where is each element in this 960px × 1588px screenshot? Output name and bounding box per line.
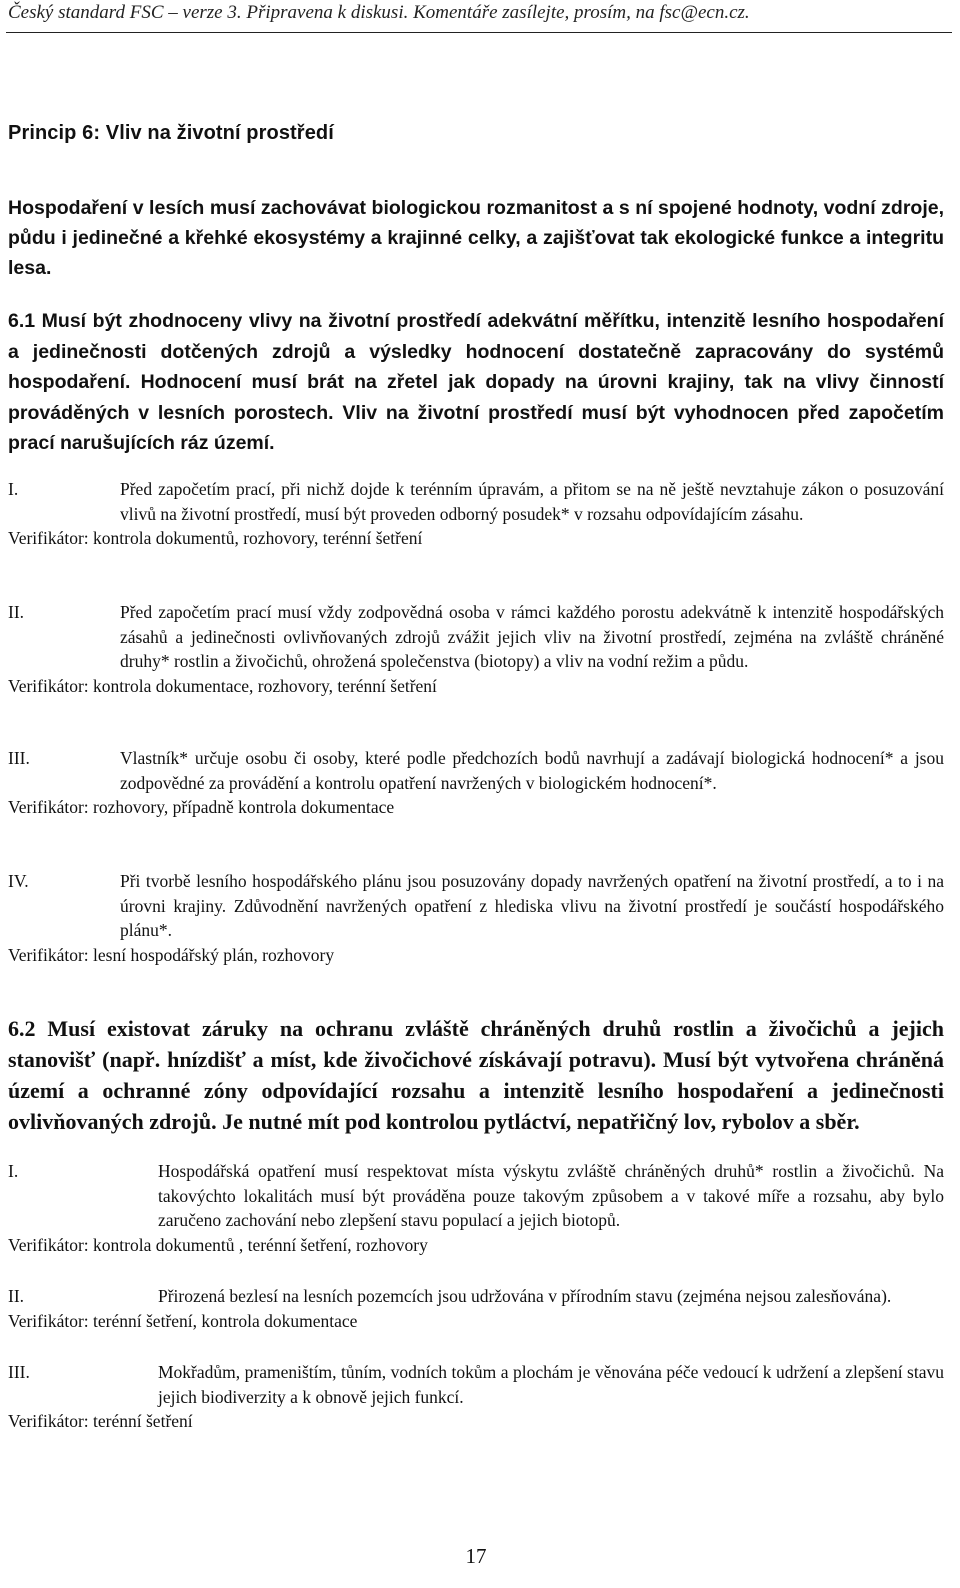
verifier: Verifikátor: terénní šetření bbox=[8, 1411, 193, 1431]
verifier: Verifikátor: kontrola dokumentů, rozhovory, terénní šetření bbox=[8, 528, 423, 548]
verifier: Verifikátor: kontrola dokumentace, rozhovory, terénní šetření bbox=[8, 675, 437, 696]
indicator-6-2-ii bbox=[8, 1284, 944, 1333]
indicator-text: Při tvorbě lesního hospodářského plánu jsou posuzovány dopady navržených opatření na životní prostředí, a to i na úrovni krajiny. Zdůvodnění navržených opatření z hlediska vlivu na životní prostředí je součástí hospodářského plánu*. bbox=[120, 871, 944, 940]
page-number: 17 bbox=[465, 1544, 487, 1568]
indicator-number: II. bbox=[8, 602, 25, 622]
indicator-6-1-iv bbox=[8, 869, 944, 967]
indicator-text: Vlastník* určuje osobu či osoby, které podle předchozích bodů navrhují a zadávají biologická hodnocení* a jsou zodpovědné za provádění a kontrolu opatření navržených v biologickém hodnocení*. bbox=[120, 748, 944, 793]
indicator-text: Přirozená bezlesí na lesních pozemcích jsou udržována v přírodním stavu (zejména nejsou zalesňována). bbox=[158, 1286, 892, 1306]
indicator-number: III. bbox=[8, 748, 30, 768]
indicator-number: IV. bbox=[8, 871, 29, 891]
header-divider bbox=[6, 32, 952, 33]
indicator-number: II. bbox=[8, 1286, 25, 1306]
indicator-6-2-i bbox=[8, 1159, 944, 1257]
verifier: Verifikátor: terénní šetření, kontrola dokumentace bbox=[8, 1310, 358, 1331]
criterion-6-2: 6.2 Musí existovat záruky na ochranu zvláště chráněných druhů rostlin a živočichů a jejich stanovišť (např. hnízdišť a míst, kde živočichové získávají potravu). Musí být vytvořena chráněná území a ochranné zóny odpovídající rozsahu a intenzitě lesního hospodaření a jedinečnosti ovlivňovaných zdrojů. Je nutné mít pod kontrolou pytláctví, nepatřičný lov, rybolov a sběr. bbox=[8, 1016, 944, 1134]
principle-description: Hospodaření v lesích musí zachovávat biologickou rozmanitost a s ní spojené hodnoty, vodní zdroje, půdu i jedinečné a křehké ekosystémy a krajinné celky, a zajišťovat tak ekologické funkce a integritu lesa. bbox=[8, 197, 944, 279]
verifier: Verifikátor: lesní hospodářský plán, rozhovory bbox=[8, 944, 335, 965]
verifier: Verifikátor: rozhovory, případně kontrola dokumentace bbox=[8, 797, 395, 817]
indicator-6-1-i bbox=[8, 477, 944, 551]
indicator-number: I. bbox=[8, 479, 19, 499]
indicator-number: I. bbox=[8, 1161, 19, 1181]
verifier: Verifikátor: kontrola dokumentů , terénní šetření, rozhovory bbox=[8, 1234, 428, 1255]
criterion-6-1: 6.1 Musí být zhodnoceny vlivy na životní prostředí adekvátní měřítku, intenzitě lesního hospodaření a jedinečnosti dotčených zdrojů a výsledky hodnocení dostatečně zapracovány do systémů hospodaření. Hodnocení musí brát na zřetel jak dopady na úrovni krajiny, tak na vlivy činností prováděných v lesních porostech. Vliv na životní prostředí musí být vyhodnocen před započetím prací narušujících ráz území. bbox=[8, 310, 944, 454]
indicator-6-1-iii bbox=[8, 746, 944, 820]
indicator-text: Před započetím prací, při nichž dojde k terénním úpravám, a přitom se na ně ještě nevztahuje zákon o posuzování vlivů na životní prostředí, musí být proveden odborný posudek* v rozsahu odpovídajícím zásahu. bbox=[120, 479, 944, 524]
header-note: Český standard FSC – verze 3. Připravena k diskusi. Komentáře zasílejte, prosím, na fsc@ecn.cz. bbox=[8, 2, 750, 23]
indicator-text: Hospodářská opatření musí respektovat místa výskytu zvláště chráněných druhů* rostlin a živočichů. Na takovýchto lokalitách musí být prováděna pouze takovým způsobem a v takové míře a rozsahu, aby bylo zaručeno zachování nebo zlepšení stavu populací a jejich biotopů. bbox=[158, 1161, 944, 1230]
principle-title: Princip 6: Vliv na životní prostředí bbox=[8, 122, 334, 144]
indicator-6-2-iii bbox=[8, 1360, 944, 1434]
indicator-6-1-ii bbox=[8, 600, 944, 698]
indicator-number: III. bbox=[8, 1362, 30, 1382]
indicator-text: Mokřadům, prameništím, tůním, vodních tokům a plochám je věnována péče vedoucí k udržení a zlepšení stavu jejich biodiverzity a k obnově jejich funkcí. bbox=[158, 1362, 944, 1407]
indicator-text: Před započetím prací musí vždy zodpovědná osoba v rámci každého porostu adekvátně k intenzitě hospodářských zásahů a jedinečnosti ovlivňovaných zdrojů zvážit jejich vliv na životní prostředí, zejména na zvláště chráněné druhy* rostlin a živočichů, ohrožená společenstva (biotopy) a vliv na vodní režim a půdu. bbox=[120, 602, 944, 671]
